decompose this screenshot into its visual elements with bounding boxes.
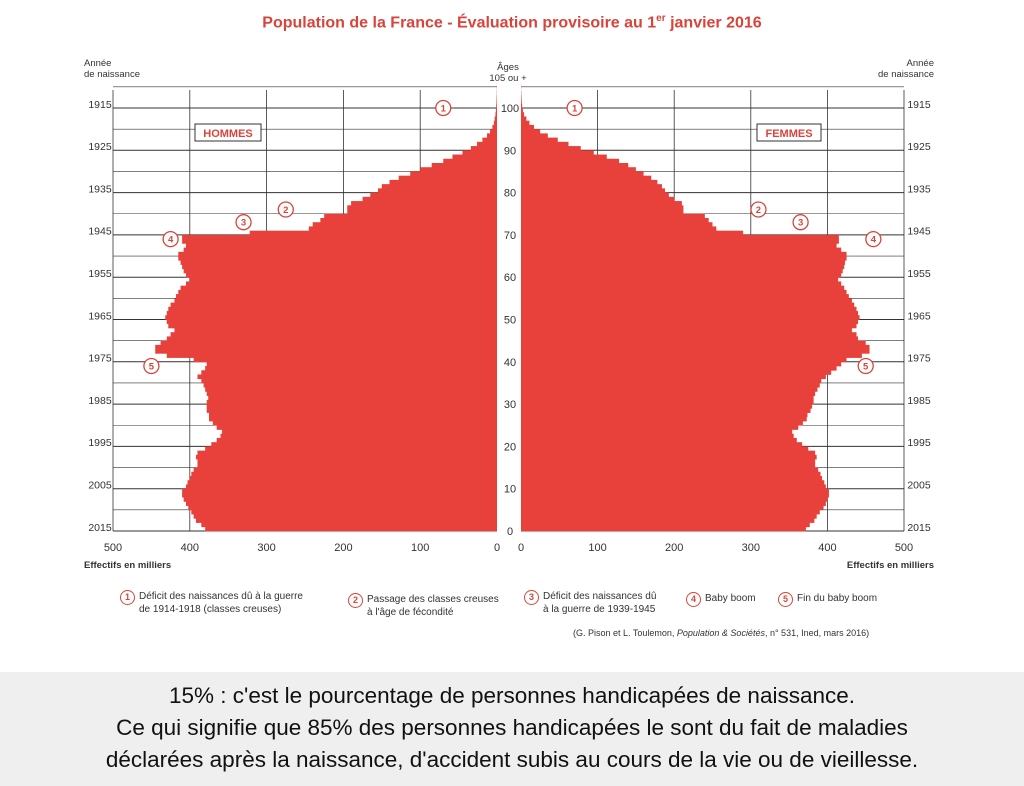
bar-men <box>209 413 497 418</box>
right-axis-title: Année de naissance <box>878 58 934 80</box>
bar-men <box>197 374 497 379</box>
bar-men <box>477 142 497 147</box>
annotation-number: 3 <box>240 217 247 229</box>
bar-men <box>495 112 497 117</box>
bar-men <box>207 400 497 405</box>
bar-men <box>443 159 497 164</box>
bar-women <box>521 353 862 358</box>
bar-women <box>521 510 820 515</box>
bar-men <box>201 370 497 375</box>
year-tick-left: 1935 <box>88 183 112 196</box>
bar-women <box>521 307 857 312</box>
year-tick-left: 1965 <box>88 310 112 323</box>
x-tick-right: 500 <box>894 542 914 554</box>
left-axis-title: Année de naissance <box>84 58 140 80</box>
age-tick-label: 70 <box>503 229 517 242</box>
bar-women <box>521 265 844 270</box>
bar-men <box>487 133 497 138</box>
bar-men <box>165 315 497 320</box>
bar-women <box>521 374 826 379</box>
bar-men <box>320 218 497 223</box>
bar-women <box>521 391 815 396</box>
bar-men <box>194 514 497 519</box>
bar-men <box>496 100 497 105</box>
bar-women <box>521 404 812 409</box>
bar-women <box>521 116 526 121</box>
bar-men <box>186 501 497 506</box>
bar-women <box>521 324 857 329</box>
bar-women <box>521 383 820 388</box>
bar-women <box>521 518 814 523</box>
bar-men <box>168 324 497 329</box>
bar-men <box>187 480 497 485</box>
bar-men <box>161 341 497 346</box>
bar-men <box>155 345 497 350</box>
bar-women <box>521 184 662 189</box>
bar-men <box>194 468 497 473</box>
age-tick-label: 40 <box>503 356 517 369</box>
bar-men <box>171 303 497 308</box>
x-tick-left: 300 <box>257 542 276 554</box>
bar-women <box>521 133 548 138</box>
bar-women <box>521 226 716 231</box>
bar-women <box>521 328 852 333</box>
bar-men <box>492 125 497 130</box>
bar-women <box>521 214 705 219</box>
bar-women <box>521 362 841 367</box>
legend-item-2: 2 Passage des classes creuses à l'âge de fécondité <box>348 593 499 619</box>
legend-marker: 1 <box>120 590 135 605</box>
legend-marker: 2 <box>348 593 363 608</box>
bar-women <box>521 506 824 511</box>
bar-women <box>521 269 843 274</box>
bar-men <box>184 497 497 502</box>
bar-men <box>208 396 497 401</box>
bar-men <box>178 256 497 261</box>
source-citation: (G. Pison et L. Toulemon, Population & Sociétés, n° 531, Ined, mars 2016) <box>573 628 870 638</box>
x-tick-left: 0 <box>493 542 501 554</box>
age-tick-label: 90 <box>503 145 517 158</box>
bar-men <box>207 362 497 367</box>
x-tick-left: 200 <box>334 542 353 554</box>
bar-women <box>521 163 628 168</box>
bar-women <box>521 146 581 151</box>
annotation-number: 2 <box>755 205 762 217</box>
x-unit-label-left: Effectifs en milliers <box>84 560 172 571</box>
bar-women <box>521 417 807 422</box>
bar-women <box>521 493 829 498</box>
bar-women <box>521 243 837 248</box>
bar-men <box>178 290 497 295</box>
bar-women <box>521 155 607 160</box>
x-tick-left: 400 <box>180 542 199 554</box>
bar-men <box>197 451 497 456</box>
bar-men <box>482 138 497 143</box>
bar-women <box>521 286 844 291</box>
year-tick-left: 1985 <box>88 394 112 407</box>
bar-women <box>521 429 792 434</box>
year-tick-right: 1945 <box>907 225 931 238</box>
bar-men <box>196 518 497 523</box>
bar-women <box>521 205 683 210</box>
bar-women <box>521 366 837 371</box>
bar-women <box>521 311 858 316</box>
bar-men <box>201 379 497 384</box>
bar-women <box>521 277 838 282</box>
bar-women <box>521 104 522 109</box>
bar-women <box>521 472 821 477</box>
bar-women <box>521 413 807 418</box>
bar-men <box>178 252 497 257</box>
bar-men <box>399 176 497 181</box>
age-tick-label: 20 <box>503 441 517 454</box>
bar-women <box>521 150 594 155</box>
bar-men <box>471 146 497 151</box>
bar-women <box>521 527 806 532</box>
bar-men <box>496 104 497 109</box>
bar-women <box>521 370 831 375</box>
bar-men <box>462 150 497 155</box>
bar-women <box>521 320 858 325</box>
bar-men <box>217 438 497 443</box>
series-label-men: HOMMES <box>203 128 253 140</box>
annotation-number: 4 <box>870 234 877 246</box>
x-tick-right: 0 <box>517 542 525 554</box>
bar-women <box>521 514 817 519</box>
bar-men <box>186 484 497 489</box>
bar-women <box>521 171 644 176</box>
bar-men <box>209 417 497 422</box>
legend-item-3: 3 Déficit des naissances dû à la guerre de 1939-1945 <box>524 590 656 616</box>
bar-women <box>521 252 847 257</box>
bar-women <box>521 290 847 295</box>
bar-men <box>174 298 497 303</box>
bar-men <box>347 205 497 210</box>
annotation-number: 1 <box>440 103 446 115</box>
bar-women <box>521 273 841 278</box>
bar-men <box>171 332 497 337</box>
bar-women <box>521 315 860 320</box>
bar-men <box>250 231 497 236</box>
bar-women <box>521 95 522 100</box>
bar-men <box>324 214 497 219</box>
bar-men <box>186 281 497 286</box>
bar-men <box>168 307 497 312</box>
bar-men <box>182 239 497 244</box>
bar-women <box>521 455 817 460</box>
bar-men <box>382 184 497 189</box>
bar-men <box>196 455 497 460</box>
annotation-number: 1 <box>571 103 578 115</box>
bar-women <box>521 180 657 185</box>
x-tick-left: 500 <box>103 542 123 554</box>
x-tick-right: 400 <box>818 542 837 554</box>
year-tick-left: 2015 <box>88 521 112 534</box>
bar-women <box>521 108 523 113</box>
year-tick-right: 1975 <box>907 352 931 365</box>
bar-men <box>363 197 497 202</box>
center-axis-title: Âges 105 ou + <box>489 62 527 84</box>
bar-women <box>521 281 841 286</box>
age-tick-label: 30 <box>503 399 517 412</box>
bar-women <box>521 358 847 363</box>
bar-women <box>521 468 818 473</box>
age-tick-label: 10 <box>503 483 517 496</box>
annotation-number: 5 <box>863 361 869 373</box>
bar-men <box>495 116 497 121</box>
bar-women <box>521 421 803 426</box>
bar-men <box>389 180 497 185</box>
bar-women <box>521 387 817 392</box>
annotation-number: 2 <box>283 205 289 217</box>
bar-men <box>207 404 497 409</box>
bar-men <box>184 269 497 274</box>
bar-men <box>222 429 497 434</box>
year-tick-right: 1915 <box>907 98 931 111</box>
bar-women <box>521 446 808 451</box>
bar-women <box>521 197 674 202</box>
bar-women <box>521 501 826 506</box>
bar-women <box>521 218 709 223</box>
annotation-number: 5 <box>148 361 155 373</box>
bar-men <box>186 273 497 278</box>
bar-women <box>521 345 870 350</box>
bar-women <box>521 379 821 384</box>
legend-item-5: 5 Fin du baby boom <box>778 592 877 607</box>
bar-men <box>370 193 497 198</box>
legend-item-1: 1 Déficit des naissances dû à la guerre de 1914-1918 (classes creuses) <box>120 590 303 616</box>
bar-men <box>167 336 497 341</box>
bar-women <box>521 248 841 253</box>
bar-women <box>521 442 802 447</box>
caption-band <box>0 672 1024 786</box>
bar-women <box>521 463 815 468</box>
bar-men <box>155 349 497 354</box>
bar-men <box>217 425 497 430</box>
bar-men <box>207 391 497 396</box>
bar-men <box>213 421 497 426</box>
x-tick-left: 100 <box>411 542 430 554</box>
bar-women <box>521 235 839 240</box>
bar-women <box>521 210 683 215</box>
bar-men <box>190 476 497 481</box>
bar-women <box>521 434 794 439</box>
caption-line-2: Ce qui signifie que 85% des personnes handicapées le sont du fait de maladies <box>116 715 908 740</box>
bar-women <box>521 408 811 413</box>
bar-women <box>521 489 829 494</box>
bar-men <box>181 286 497 291</box>
bar-women <box>521 129 540 134</box>
x-tick-right: 200 <box>665 542 684 554</box>
year-tick-right: 2015 <box>907 521 931 534</box>
bar-men <box>184 248 497 253</box>
year-tick-left: 1925 <box>88 141 112 154</box>
bar-men <box>351 201 497 206</box>
year-tick-left: 1945 <box>88 225 112 238</box>
bar-women <box>521 112 524 117</box>
bar-men <box>182 235 497 240</box>
bar-men <box>204 383 497 388</box>
bar-women <box>521 231 743 236</box>
bar-women <box>521 476 822 481</box>
year-tick-left: 2005 <box>88 479 112 492</box>
bar-women <box>521 336 858 341</box>
bar-women <box>521 298 852 303</box>
bar-women <box>521 121 529 126</box>
year-tick-left: 1915 <box>88 98 112 111</box>
year-tick-right: 2005 <box>907 479 931 492</box>
bar-men <box>191 510 497 515</box>
bar-women <box>521 142 568 147</box>
bar-men <box>181 260 497 265</box>
bar-men <box>167 311 497 316</box>
year-tick-left: 1955 <box>88 267 112 280</box>
bar-men <box>190 277 497 282</box>
bar-men <box>347 210 497 215</box>
age-tick-label: 0 <box>506 526 514 538</box>
bar-men <box>205 527 497 532</box>
bar-men <box>207 408 497 413</box>
age-tick-label: 100 <box>500 103 520 115</box>
year-tick-right: 1985 <box>907 394 931 407</box>
bar-women <box>521 222 713 227</box>
age-tick-label: 60 <box>503 272 517 285</box>
bar-men <box>309 226 497 231</box>
bar-men <box>313 222 497 227</box>
bar-women <box>521 256 847 261</box>
bar-women <box>521 459 815 464</box>
bar-men <box>410 171 497 176</box>
x-tick-right: 300 <box>741 542 760 554</box>
bar-men <box>197 463 497 468</box>
bar-men <box>211 442 497 447</box>
bar-men <box>221 434 497 439</box>
year-tick-left: 1995 <box>88 437 112 450</box>
bar-men <box>188 506 497 511</box>
bar-women <box>521 260 845 265</box>
bar-women <box>521 497 827 502</box>
bar-men <box>432 163 497 168</box>
chart-title: Population de la France - Évaluation provisoire au 1er janvier 2016 <box>262 13 762 32</box>
year-tick-right: 1995 <box>907 437 931 450</box>
bar-men <box>490 129 497 134</box>
bar-men <box>452 155 497 160</box>
bar-women <box>521 480 824 485</box>
bar-men <box>201 523 497 528</box>
age-tick-label: 50 <box>503 314 517 327</box>
series-label-women: FEMMES <box>765 128 813 140</box>
bar-men <box>494 121 497 126</box>
bar-men <box>176 294 497 299</box>
bar-men <box>420 167 497 172</box>
legend-marker: 5 <box>778 592 793 607</box>
bar-women <box>521 176 651 181</box>
bar-women <box>521 159 619 164</box>
bar-men <box>182 493 497 498</box>
bar-men <box>167 353 497 358</box>
bar-men <box>174 328 497 333</box>
bar-women <box>521 167 636 172</box>
bar-women <box>521 294 849 299</box>
bar-women <box>521 100 522 105</box>
legend-marker: 3 <box>524 590 539 605</box>
bar-men <box>191 472 497 477</box>
bar-men <box>496 108 497 113</box>
legend-item-4: 4 Baby boom <box>686 592 756 607</box>
bar-women <box>521 138 558 143</box>
x-tick-right: 100 <box>588 542 607 554</box>
bar-men <box>197 459 497 464</box>
year-tick-left: 1975 <box>88 352 112 365</box>
bar-men <box>167 320 497 325</box>
bar-women <box>521 523 810 528</box>
bar-women <box>521 332 857 337</box>
bar-men <box>186 243 497 248</box>
bar-women <box>521 125 534 130</box>
bar-men <box>205 366 497 371</box>
year-tick-right: 1935 <box>907 183 931 196</box>
bar-women <box>521 400 814 405</box>
year-tick-right: 1925 <box>907 141 931 154</box>
bar-women <box>521 303 854 308</box>
caption-line-3: déclarées après la naissance, d'accident subis au cours de la vie ou de vieillesse. <box>105 747 919 772</box>
bar-women <box>521 341 866 346</box>
bar-women <box>521 193 669 198</box>
caption-line-1: 15% : c'est le pourcentage de personnes handicapées de naissance. <box>168 683 856 708</box>
bar-men <box>378 188 497 193</box>
annotation-number: 3 <box>797 217 804 229</box>
bar-men <box>194 358 497 363</box>
bar-men <box>182 489 497 494</box>
age-tick-label: 80 <box>503 187 517 200</box>
bar-men <box>205 446 497 451</box>
bar-women <box>521 484 826 489</box>
legend-marker: 4 <box>686 592 701 607</box>
bar-women <box>521 438 797 443</box>
bar-men <box>205 387 497 392</box>
bar-women <box>521 349 870 354</box>
x-unit-label-right: Effectifs en milliers <box>846 560 934 571</box>
bar-women <box>521 188 665 193</box>
annotation-number: 4 <box>167 234 174 246</box>
bar-women <box>521 239 839 244</box>
year-tick-right: 1955 <box>907 267 931 280</box>
bar-women <box>521 396 814 401</box>
bar-women <box>521 451 815 456</box>
bar-women <box>521 425 798 430</box>
bar-women <box>521 201 682 206</box>
year-tick-right: 1965 <box>907 310 931 323</box>
bar-men <box>182 265 497 270</box>
